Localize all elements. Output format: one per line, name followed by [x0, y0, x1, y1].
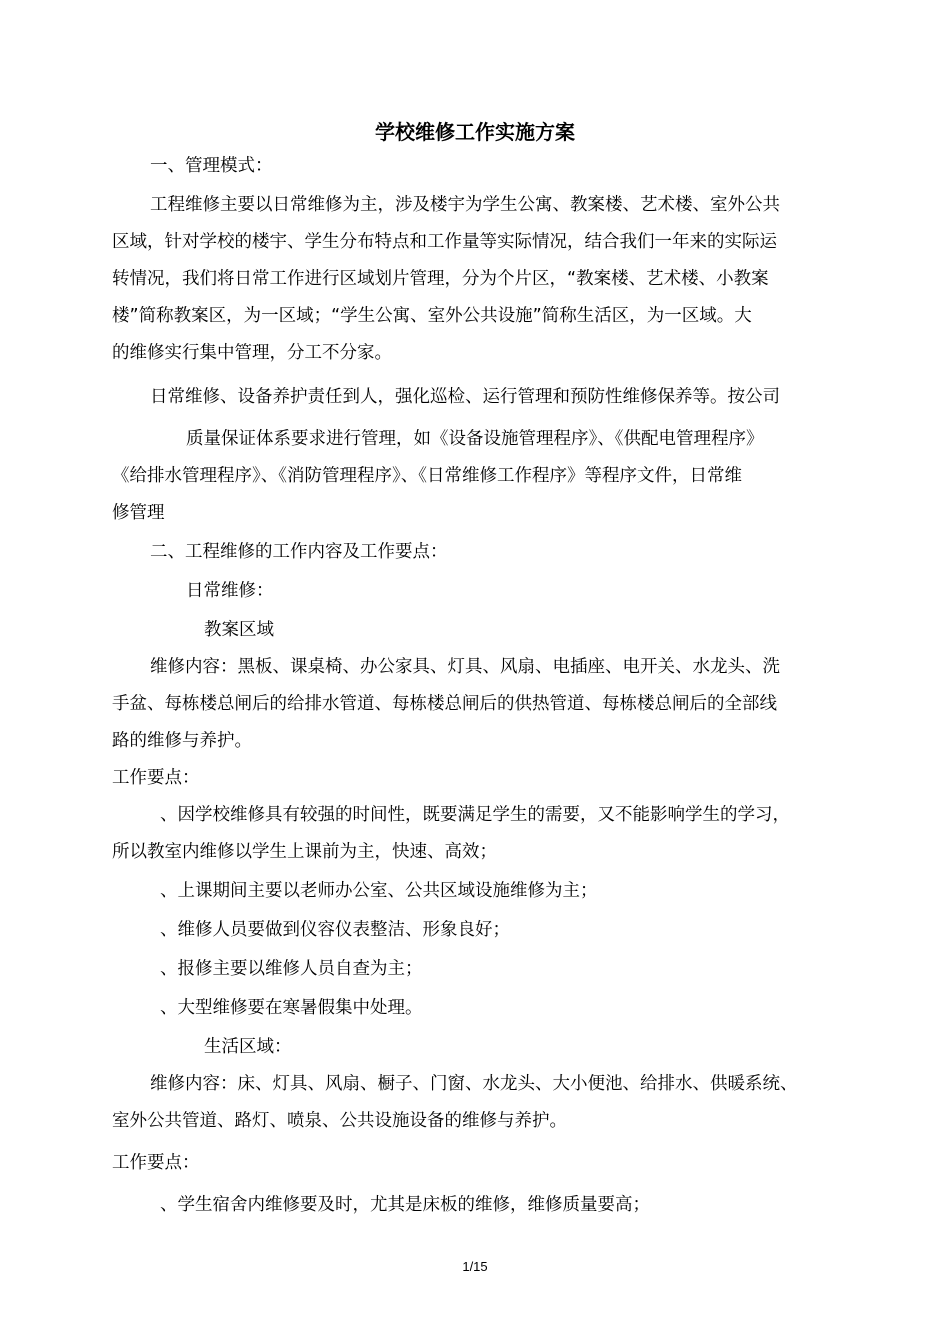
subheading-daily-maintenance: 日常维修：	[186, 581, 274, 601]
section-heading-management-mode: 一、管理模式：	[150, 156, 273, 176]
subheading-work-points: 工作要点：	[112, 768, 200, 788]
list-item: 、大型维修要在寒暑假集中处理。	[160, 998, 423, 1018]
document-title: 学校维修工作实施方案	[375, 120, 575, 144]
paragraph-line: 室外公共管道、路灯、喷泉、公共设施设备的维修与养护。	[112, 1111, 567, 1131]
paragraph-line: 手盆、每栋楼总闸后的给排水管道、每栋楼总闸后的供热管道、每栋楼总闸后的全部线	[112, 694, 777, 714]
paragraph-line: 修管理	[112, 503, 165, 523]
subheading-teaching-area: 教案区域	[204, 620, 274, 640]
paragraph-line: 日常维修、设备养护责任到人，强化巡检、运行管理和预防性维修保养等。按公司	[150, 387, 780, 407]
list-item: 、学生宿舍内维修要及时，尤其是床板的维修，维修质量要高；	[160, 1195, 650, 1215]
list-item: 、维修人员要做到仪容仪表整洁、形象良好；	[160, 920, 510, 940]
paragraph-line: 转情况，我们将日常工作进行区域划片管理，分为个片区，“教案楼、艺术楼、小教案	[112, 269, 769, 289]
list-item: 、上课期间主要以老师办公室、公共区域设施维修为主；	[160, 881, 598, 901]
paragraph-line: 楼”简称教案区，为一区域；“学生公寓、室外公共设施”简称生活区，为一区域。大	[112, 306, 752, 326]
subheading-living-area: 生活区域：	[204, 1037, 292, 1057]
paragraph-line: 路的维修与养护。	[112, 731, 252, 751]
paragraph-line: 所以教室内维修以学生上课前为主，快速、高效；	[112, 842, 497, 862]
paragraph-line: 的维修实行集中管理，分工不分家。	[112, 343, 392, 363]
page-number: 1/15	[462, 1259, 488, 1274]
paragraph-line: 质量保证体系要求进行管理，如《设备设施管理程序》、《供配电管理程序》	[186, 429, 764, 449]
paragraph-line: 工程维修主要以日常维修为主，涉及楼宇为学生公寓、教案楼、艺术楼、室外公共	[150, 195, 780, 215]
list-item: 、因学校维修具有较强的时间性，既要满足学生的需要，又不能影响学生的学习，	[160, 805, 790, 825]
list-item: 、报修主要以维修人员自查为主；	[160, 959, 423, 979]
paragraph-line: 维修内容：床、灯具、风扇、橱子、门窗、水龙头、大小便池、给排水、供暖系统、	[150, 1074, 798, 1094]
subheading-work-points: 工作要点：	[112, 1153, 200, 1173]
paragraph-line: 区域，针对学校的楼宇、学生分布特点和工作量等实际情况，结合我们一年来的实际运	[112, 232, 777, 252]
paragraph-line: 《给排水管理程序》、《消防管理程序》、《日常维修工作程序》等程序文件，日常维	[112, 466, 742, 486]
paragraph-line: 维修内容：黑板、课桌椅、办公家具、灯具、风扇、电插座、电开关、水龙头、洗	[150, 657, 780, 677]
section-heading-work-content: 二、工程维修的工作内容及工作要点：	[150, 542, 448, 562]
